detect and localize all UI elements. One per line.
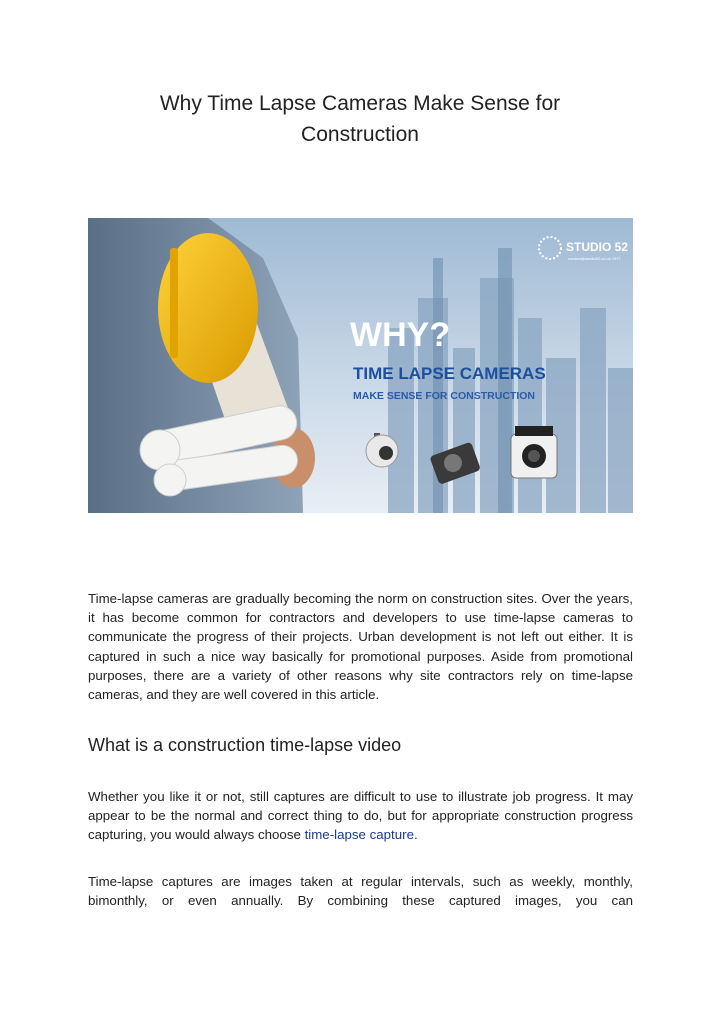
page-title-line-2: Construction: [301, 123, 419, 146]
intro-paragraph: Time-lapse cameras are gradually becoming the norm on construction sites. Over the years, it has become common for contractors and developers to use time-lapse cameras to communicate the progress of their projects. Urban development is not left out either. It is captured in such a nice way basically for promotional purposes. Aside from promotional purposes, there are a variety of other reasons why site contractors rely on time-lapse cameras, and they are well covered in this article.: [88, 591, 633, 703]
paragraph-text: Whether you like it or not, still captures are difficult to use to illustrate job progress. It may appear to be the normal and correct thing to do, but for appropriate construction progress capturing, you would always choose: [88, 789, 633, 843]
hero-tagline: MAKE SENSE FOR CONSTRUCTION: [353, 390, 536, 402]
paragraph-time-lapse-captures: Time-lapse captures are images taken at regular intervals, such as weekly, monthly, bimonthly, or even annually. By combining these captured images, you can: [88, 874, 633, 909]
hero-banner-image: [88, 218, 633, 513]
time-lapse-capture-link[interactable]: time-lapse capture: [304, 827, 414, 843]
page-title-line-1: Why Time Lapse Cameras Make Sense for: [159, 92, 561, 115]
paragraph-still-captures: [88, 787, 633, 845]
hero-headline: WHY?: [350, 316, 451, 354]
logo-brand-text: STUDIO 52: [566, 240, 629, 254]
logo-brand-subtext: contact@studio52.co.uk 1977: [568, 256, 621, 261]
page-title: [88, 88, 632, 150]
paragraph-text-end: .: [413, 827, 418, 843]
section-heading: What is a construction time-lapse video: [88, 735, 402, 755]
hero-subhead: TIME LAPSE CAMERAS: [353, 364, 546, 383]
camera-box-front: [511, 426, 557, 478]
